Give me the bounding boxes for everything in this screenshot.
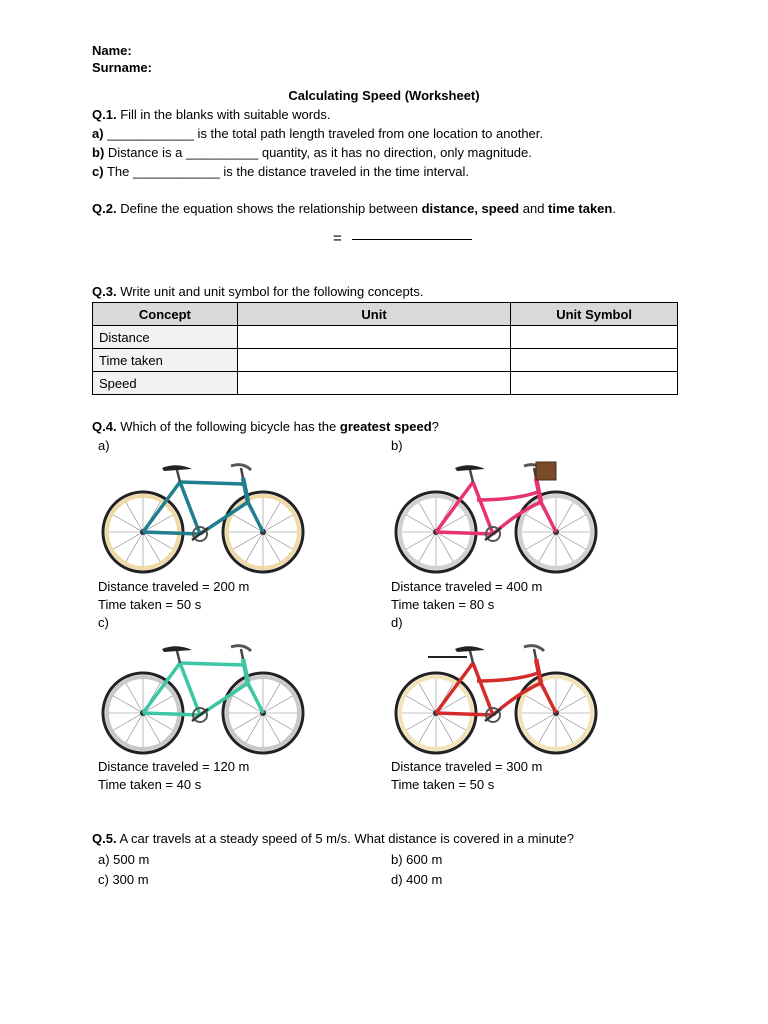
- rear-wheel-spoke: [143, 532, 160, 561]
- basket: [536, 462, 556, 480]
- unit-cell[interactable]: [237, 326, 510, 349]
- rear-wheel-spoke: [126, 532, 143, 561]
- q2-bold-2: time taken: [548, 201, 613, 216]
- top-tube: [180, 482, 243, 484]
- chain-stay: [143, 532, 200, 534]
- unit-symbol-cell[interactable]: [511, 349, 678, 372]
- front-wheel-spoke: [263, 713, 292, 730]
- header-unit-symbol: Unit Symbol: [511, 303, 678, 326]
- stem: [534, 649, 536, 659]
- q1-a-text: ____________ is the total path length traveled from one location to another.: [107, 126, 544, 141]
- stem: [241, 468, 243, 478]
- q1-b-label: b): [92, 145, 105, 160]
- front-wheel-spoke: [234, 532, 263, 549]
- q5-option-d[interactable]: d) 400 m: [391, 872, 443, 887]
- q1-prompt: [92, 106, 330, 124]
- q4-option-a-time: Time taken = 50 s: [98, 597, 202, 612]
- table-row: [93, 349, 678, 372]
- table-row: [93, 326, 678, 349]
- rear-wheel-spoke: [419, 684, 436, 713]
- top-tube: [180, 663, 243, 665]
- chain-stay: [143, 713, 200, 715]
- q1-b: [92, 144, 532, 162]
- q4-option-c-time: Time taken = 40 s: [98, 777, 202, 792]
- front-wheel-spoke: [556, 515, 585, 532]
- rear-wheel-spoke: [419, 503, 436, 532]
- front-wheel-spoke: [234, 713, 263, 730]
- q1-a-label: a): [92, 126, 104, 141]
- q5-option-b[interactable]: b) 600 m: [391, 852, 443, 867]
- q2-answer-line[interactable]: [352, 239, 472, 240]
- seat-post: [177, 651, 180, 663]
- concept-cell: Distance: [93, 326, 238, 349]
- q2-text-pre: Define the equation shows the relationship between: [120, 201, 422, 216]
- q4-prompt: [92, 418, 439, 436]
- front-wheel-spoke: [556, 503, 573, 532]
- header-unit: Unit: [237, 303, 510, 326]
- q5-option-c[interactable]: c) 300 m: [98, 872, 149, 887]
- front-wheel-spoke: [556, 684, 573, 713]
- q4-option-d-time: Time taken = 50 s: [391, 777, 495, 792]
- rear-wheel-spoke: [407, 696, 436, 713]
- header-concept: Concept: [93, 303, 238, 326]
- bicycle-b-image: [391, 456, 601, 576]
- name-label: Name:: [92, 43, 132, 58]
- bicycle-a-image: [98, 456, 308, 576]
- rear-wheel-spoke: [114, 713, 143, 730]
- front-wheel-spoke: [263, 713, 280, 742]
- q4-number: Q.4.: [92, 419, 117, 434]
- q1-c: [92, 163, 469, 181]
- q1-number: Q.1.: [92, 107, 117, 122]
- q4-option-c-label: c): [98, 615, 109, 630]
- q4-option-b-distance: Distance traveled = 400 m: [391, 579, 543, 594]
- units-table: [92, 302, 678, 395]
- front-wheel-spoke: [246, 532, 263, 561]
- q4-text-pre: Which of the following bicycle has the: [120, 419, 340, 434]
- q1-a: [92, 125, 543, 143]
- q3-prompt: [92, 283, 423, 301]
- rear-wheel-spoke: [114, 515, 143, 532]
- q5-option-a[interactable]: a) 500 m: [98, 852, 150, 867]
- q5-number: Q.5.: [92, 831, 117, 846]
- units-table-header: [93, 303, 678, 326]
- seat-post: [470, 470, 473, 482]
- front-wheel-spoke: [556, 532, 573, 561]
- chain-stay: [436, 713, 493, 715]
- q2-bold-1: distance, speed: [421, 201, 520, 216]
- front-wheel-spoke: [263, 503, 280, 532]
- q2-text-mid: and: [519, 201, 549, 216]
- q4-option-b-time: Time taken = 80 s: [391, 597, 495, 612]
- q3-text: Write unit and unit symbol for the following concepts.: [120, 284, 424, 299]
- rear-wheel-spoke: [419, 713, 436, 742]
- q2-prompt: [92, 200, 616, 218]
- q1-text: Fill in the blanks with suitable words.: [120, 107, 331, 122]
- front-wheel-spoke: [263, 532, 280, 561]
- front-wheel-spoke: [556, 532, 585, 549]
- front-wheel-spoke: [556, 713, 573, 742]
- q4-option-d-distance: Distance traveled = 300 m: [391, 759, 543, 774]
- rear-wheel-spoke: [407, 713, 436, 730]
- q4-option-b-label: b): [391, 438, 403, 453]
- q1-c-text: The ____________ is the distance traveled in the time interval.: [106, 164, 470, 179]
- q4-bold: greatest speed: [339, 419, 432, 434]
- front-wheel-spoke: [527, 532, 556, 549]
- front-wheel-spoke: [263, 696, 292, 713]
- q4-option-d-label: d): [391, 615, 403, 630]
- front-wheel-spoke: [263, 684, 280, 713]
- rear-wheel-spoke: [419, 532, 436, 561]
- q1-b-text: Distance is a __________ quantity, as it has no direction, only magnitude.: [107, 145, 532, 160]
- top-tube: [477, 492, 538, 500]
- rear-wheel-spoke: [436, 532, 453, 561]
- q2-equals-sign: =: [333, 230, 342, 247]
- q3-number: Q.3.: [92, 284, 117, 299]
- front-wheel-spoke: [246, 713, 263, 742]
- front-wheel-spoke: [556, 713, 585, 730]
- seat-post: [177, 470, 180, 482]
- unit-symbol-cell[interactable]: [511, 326, 678, 349]
- surname-label: Surname:: [92, 60, 152, 75]
- rear-wheel-spoke: [143, 713, 160, 742]
- q4-option-a-label: a): [98, 438, 110, 453]
- front-wheel-spoke: [263, 532, 292, 549]
- seat-post: [470, 651, 473, 663]
- bicycle-c-image: [98, 633, 308, 757]
- q4-option-a-distance: Distance traveled = 200 m: [98, 579, 250, 594]
- rear-wheel-spoke: [126, 713, 143, 742]
- chain-stay: [436, 532, 493, 534]
- front-wheel-spoke: [539, 532, 556, 561]
- rear-wheel-spoke: [114, 696, 143, 713]
- concept-cell: Speed: [93, 372, 238, 395]
- rear-wheel-spoke: [114, 532, 143, 549]
- worksheet-title: Calculating Speed (Worksheet): [288, 88, 480, 103]
- q1-c-label: c): [92, 164, 104, 179]
- q2-text-end: .: [612, 201, 616, 216]
- q5-text: A car travels at a steady speed of 5 m/s. What distance is covered in a minute?: [119, 831, 574, 846]
- front-wheel-spoke: [263, 515, 292, 532]
- front-wheel-spoke: [539, 713, 556, 742]
- front-wheel-spoke: [527, 713, 556, 730]
- rear-wheel-spoke: [407, 515, 436, 532]
- rear-wheel-spoke: [436, 713, 453, 742]
- q4-text-end: ?: [431, 419, 439, 434]
- rear-wheel-spoke: [126, 503, 143, 532]
- concept-cell: Time taken: [93, 349, 238, 372]
- table-row: [93, 372, 678, 395]
- unit-symbol-cell[interactable]: [511, 372, 678, 395]
- bicycle-d-image: [391, 633, 601, 757]
- unit-cell[interactable]: [237, 349, 510, 372]
- q2-number: Q.2.: [92, 201, 117, 216]
- rear-wheel-spoke: [407, 532, 436, 549]
- stem: [241, 649, 243, 659]
- front-wheel-spoke: [556, 696, 585, 713]
- unit-cell[interactable]: [237, 372, 510, 395]
- q5-prompt: [92, 830, 574, 848]
- q4-option-c-distance: Distance traveled = 120 m: [98, 759, 250, 774]
- top-tube: [477, 673, 538, 681]
- rear-wheel-spoke: [126, 684, 143, 713]
